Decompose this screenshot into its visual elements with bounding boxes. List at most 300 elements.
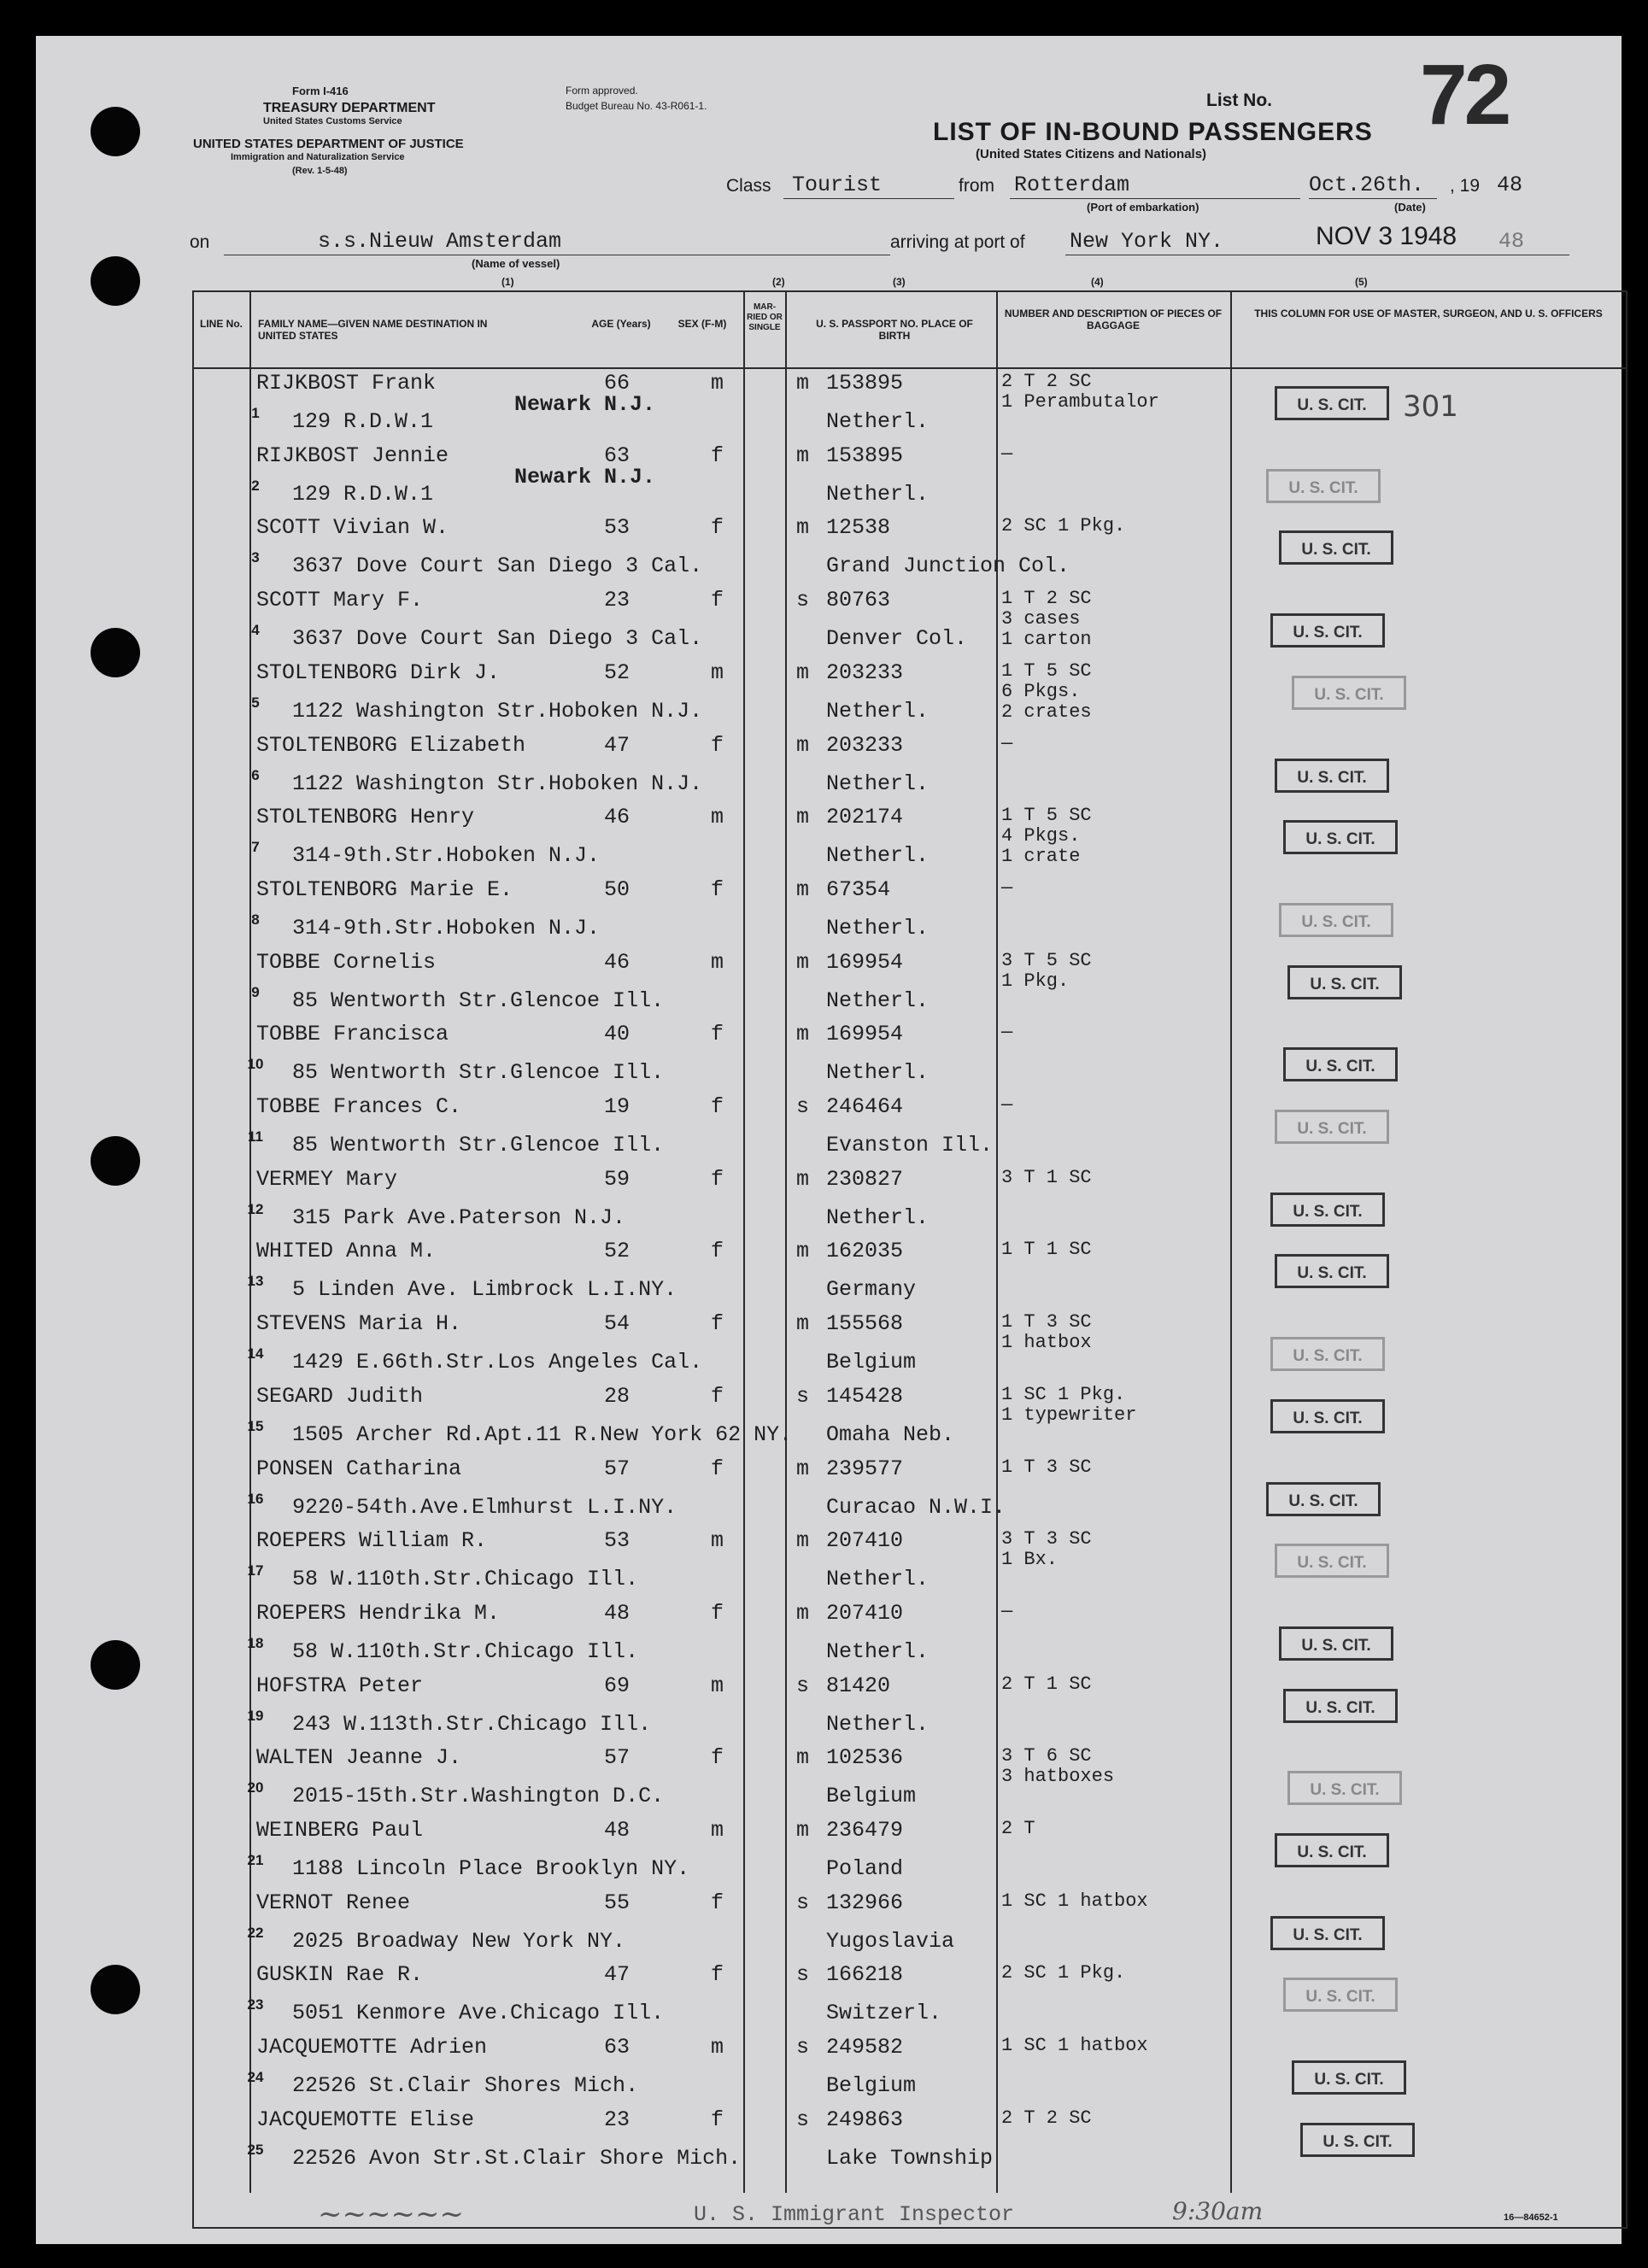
table-row	[36, 1962, 1437, 2034]
passport-number: 203233	[826, 659, 904, 685]
age: 47	[604, 732, 630, 758]
sex: m	[711, 805, 724, 830]
baggage-line-1: —	[1001, 732, 1013, 754]
baggage-line-3: 1 carton	[1001, 629, 1092, 651]
baggage-line-2: 1 hatbox	[1001, 1332, 1092, 1354]
place-of-birth: Switzerl.	[826, 2001, 942, 2026]
table-row	[36, 805, 1437, 876]
ins: Immigration and Naturalization Service	[231, 152, 405, 162]
header-baggage: NUMBER AND DESCRIPTION OF PIECES OF BAGGAGE	[1004, 308, 1223, 332]
us-citizen-stamp: U. S. CIT.	[1270, 613, 1385, 648]
age: 52	[604, 1239, 630, 1264]
passport-number: 162035	[826, 1239, 904, 1264]
passport-number: 80763	[826, 588, 891, 613]
passport-number: 207410	[826, 1528, 904, 1554]
marital-status: s	[796, 1962, 810, 1988]
age: 40	[604, 1022, 630, 1047]
place-of-birth: Netherl.	[826, 1204, 930, 1230]
baggage-line-1: —	[1001, 1022, 1013, 1044]
passenger-name: STEVENS Maria H.	[256, 1311, 462, 1337]
class-value: Tourist	[792, 173, 883, 197]
form-approved: Form approved.	[566, 85, 638, 97]
inspection-time: 9:30am	[1172, 2197, 1264, 2225]
line-number: 17	[247, 1562, 264, 1579]
marital-status: m	[796, 1600, 810, 1626]
line-number: 16	[247, 1490, 264, 1507]
destination-address: 129 R.D.W.1	[292, 409, 434, 434]
passenger-name: ROEPERS William R.	[256, 1528, 488, 1554]
table-row	[36, 443, 1437, 515]
us-citizen-stamp: U. S. CIT.	[1279, 1626, 1393, 1661]
revision: (Rev. 1-5-48)	[292, 166, 348, 176]
passenger-name: HOFSTRA Peter	[256, 1673, 424, 1698]
age: 53	[604, 515, 630, 541]
age: 57	[604, 1745, 630, 1771]
col-index-4: (4)	[1091, 276, 1104, 288]
destination-address: 85 Wentworth Str.Glencoe Ill.	[292, 1133, 665, 1157]
us-citizen-stamp: U. S. CIT.	[1275, 386, 1389, 420]
line-number: 5	[251, 694, 260, 711]
baggage-line-1: 1 SC 1 Pkg.	[1001, 1383, 1126, 1405]
header-age: AGE (Years)	[591, 318, 651, 330]
binder-hole	[91, 1136, 140, 1186]
line-number: 11	[248, 1128, 263, 1145]
age: 66	[604, 371, 630, 396]
age: 48	[604, 1600, 630, 1626]
passenger-name: TOBBE Cornelis	[256, 949, 437, 975]
passport-number: 249582	[826, 2035, 904, 2060]
arrival-date-stamp: NOV 3 1948	[1316, 222, 1457, 250]
passenger-name: WALTEN Jeanne J.	[256, 1745, 462, 1771]
marital-status: m	[796, 1528, 810, 1554]
passport-number: 246464	[826, 1094, 904, 1119]
year-prefix: , 19	[1450, 176, 1481, 196]
destination-address: 314-9th.Str.Hoboken N.J.	[292, 915, 601, 941]
place-of-birth: Lake Township	[826, 2145, 994, 2171]
line-number: 6	[251, 766, 260, 783]
sex: f	[711, 876, 724, 902]
us-citizen-stamp: U. S. CIT.	[1270, 1399, 1385, 1433]
passenger-name: WHITED Anna M.	[256, 1239, 437, 1264]
destination-address: 2025 Broadway New York NY.	[292, 1928, 626, 1954]
passport-number: 81420	[826, 1673, 891, 1698]
age: 23	[604, 588, 630, 613]
sex: m	[711, 949, 724, 975]
destination-address: 58 W.110th.Str.Chicago Ill.	[292, 1638, 639, 1664]
passport-number: 166218	[826, 1962, 904, 1988]
passenger-name: STOLTENBORG Marie E.	[256, 876, 513, 902]
age: 59	[604, 1166, 630, 1192]
place-of-birth: Netherl.	[826, 843, 930, 869]
table-row	[36, 2035, 1437, 2107]
table-row	[36, 1167, 1437, 1239]
page-title: LIST OF IN-BOUND PASSENGERS	[933, 118, 1373, 146]
table-row	[36, 1890, 1437, 1962]
age: 57	[604, 1456, 630, 1481]
destination-address: 314-9th.Str.Hoboken N.J.	[292, 843, 601, 869]
marital-status: m	[796, 1818, 810, 1843]
marital-status: m	[796, 371, 810, 396]
binder-hole	[91, 107, 140, 156]
place-of-birth: Belgium	[826, 2073, 917, 2099]
line-number: 4	[251, 622, 260, 639]
marital-status: m	[796, 1311, 810, 1337]
line-number: 22	[247, 1924, 264, 1941]
table-row	[36, 950, 1437, 1022]
passport-number: 12538	[826, 515, 891, 541]
on-label: on	[190, 232, 210, 252]
destination-address: 9220-54th.Ave.Elmhurst L.I.NY.	[292, 1494, 677, 1520]
baggage-line-1: 2 T 1 SC	[1001, 1673, 1092, 1695]
us-citizen-stamp: U. S. CIT.	[1283, 1689, 1398, 1723]
destination-address: 3637 Dove Court San Diego 3 Cal.	[292, 626, 703, 652]
us-citizen-stamp: U. S. CIT.	[1279, 530, 1393, 565]
baggage-line-1: 2 T	[1001, 1818, 1035, 1839]
col-index-2: (2)	[772, 276, 785, 288]
binder-hole	[91, 1965, 140, 2014]
age: 63	[604, 2035, 630, 2060]
header-line: LINE No.	[200, 318, 243, 330]
us-citizen-stamp: U. S. CIT.	[1270, 1916, 1385, 1950]
baggage-line-1: 3 T 6 SC	[1001, 1745, 1092, 1767]
sex: m	[711, 1673, 724, 1698]
destination-address: 58 W.110th.Str.Chicago Ill.	[292, 1567, 639, 1592]
marital-status: m	[796, 1022, 810, 1047]
form-number: Form I-416	[292, 85, 349, 97]
baggage-line-1: 3 T 1 SC	[1001, 1166, 1092, 1188]
destination-address: 1505 Archer Rd.Apt.11 R.New York 62 NY.	[292, 1421, 793, 1447]
line-number: 12	[247, 1200, 264, 1217]
list-number: 72	[1420, 47, 1509, 143]
passenger-name: STOLTENBORG Dirk J.	[256, 659, 501, 685]
marital-status: s	[796, 1383, 810, 1409]
us-citizen-stamp: U. S. CIT.	[1283, 1978, 1398, 2012]
baggage-line-1: 2 SC 1 Pkg.	[1001, 1962, 1126, 1984]
age: 48	[604, 1818, 630, 1843]
baggage-line-3: 1 crate	[1001, 846, 1081, 868]
port-caption: (Port of embarkation)	[1087, 201, 1199, 214]
destination-address: 129 R.D.W.1	[292, 481, 434, 507]
header-sex: SEX (F-M)	[677, 318, 727, 330]
destination-address: 1188 Lincoln Place Brooklyn NY.	[292, 1856, 690, 1881]
passenger-name: JACQUEMOTTE Elise	[256, 2107, 475, 2132]
table-row	[36, 1456, 1437, 1528]
baggage-line-2: 1 Perambutalor	[1001, 391, 1159, 413]
table-row	[36, 588, 1437, 659]
age: 28	[604, 1383, 630, 1409]
place-of-birth: Omaha Neb.	[826, 1421, 955, 1447]
col-index-3: (3)	[893, 276, 906, 288]
date-caption: (Date)	[1394, 201, 1426, 214]
us-citizen-stamp: U. S. CIT.	[1275, 1254, 1389, 1288]
place-of-birth: Grand Junction Col.	[826, 554, 1070, 579]
sex: f	[711, 1311, 724, 1337]
table-row	[36, 1094, 1437, 1166]
marital-status: m	[796, 1456, 810, 1481]
destination-address: 22526 Avon Str.St.Clair Shore Mich.	[292, 2145, 742, 2171]
age: 55	[604, 1890, 630, 1915]
baggage-line-2: 6 Pkgs.	[1001, 680, 1081, 702]
destination-address: 85 Wentworth Str.Glencoe Ill.	[292, 1060, 665, 1086]
place-of-birth: Netherl.	[826, 481, 930, 507]
passenger-name: TOBBE Francisca	[256, 1022, 449, 1047]
inspector-label: U. S. Immigrant Inspector	[694, 2202, 1015, 2227]
age: 19	[604, 1094, 630, 1119]
baggage-line-2: 3 hatboxes	[1001, 1766, 1115, 1788]
passenger-name: SEGARD Judith	[256, 1383, 424, 1409]
col-index-1: (1)	[501, 276, 514, 288]
place-of-birth: Netherl.	[826, 987, 930, 1013]
line-number: 25	[247, 2141, 264, 2158]
sex: f	[711, 515, 724, 541]
marital-status: m	[796, 1745, 810, 1771]
age: 52	[604, 659, 630, 685]
sex: f	[711, 1094, 724, 1119]
passport-number: 249863	[826, 2107, 904, 2132]
baggage-line-1: 2 SC 1 Pkg.	[1001, 515, 1126, 537]
sex: f	[711, 588, 724, 613]
table-row	[36, 515, 1437, 587]
passenger-name: VERMEY Mary	[256, 1166, 398, 1192]
baggage-line-1: 1 T 5 SC	[1001, 659, 1092, 682]
baggage-line-1: —	[1001, 442, 1013, 465]
sex: f	[711, 1022, 724, 1047]
us-citizen-stamp: U. S. CIT.	[1287, 965, 1402, 999]
binder-hole	[91, 1640, 140, 1690]
print-code: 16—84652-1	[1504, 2212, 1558, 2223]
baggage-line-1: 2 T 2 SC	[1001, 2107, 1092, 2129]
form-sheet	[36, 36, 1622, 2244]
line-number: 21	[247, 1852, 264, 1868]
destination-address: 5 Linden Ave. Limbrock L.I.NY.	[292, 1277, 677, 1303]
passenger-name: ROEPERS Hendrika M.	[256, 1600, 501, 1626]
us-citizen-stamp: U. S. CIT.	[1283, 1047, 1398, 1081]
place-of-birth: Yugoslavia	[826, 1928, 955, 1954]
line-number: 23	[247, 1996, 264, 2013]
line-number: 19	[247, 1707, 264, 1724]
age: 63	[604, 442, 630, 468]
place-of-birth: Netherl.	[826, 409, 930, 434]
passport-number: 155568	[826, 1311, 904, 1337]
baggage-line-2: 1 Pkg.	[1001, 970, 1070, 992]
us-citizen-stamp: U. S. CIT.	[1287, 1771, 1402, 1805]
line-number: 24	[247, 2069, 264, 2086]
passport-number: 169954	[826, 949, 904, 975]
passenger-name: SCOTT Mary F.	[256, 588, 424, 613]
arrival-port: New York NY.	[1070, 229, 1224, 254]
baggage-line-1: 1 SC 1 hatbox	[1001, 2035, 1148, 2057]
marital-status: m	[796, 515, 810, 541]
baggage-line-1: 1 T 3 SC	[1001, 1456, 1092, 1478]
marital-status: m	[796, 732, 810, 758]
baggage-line-2: 1 typewriter	[1001, 1404, 1137, 1426]
passport-number: 169954	[826, 1022, 904, 1047]
table-row	[36, 1311, 1437, 1383]
sex: m	[711, 659, 724, 685]
table-row	[36, 1528, 1437, 1600]
destination-address: 315 Park Ave.Paterson N.J.	[292, 1204, 626, 1230]
destination-address: 243 W.113th.Str.Chicago Ill.	[292, 1711, 652, 1737]
list-no-label: List No.	[1206, 91, 1272, 110]
us-citizen-stamp: U. S. CIT.	[1292, 676, 1406, 710]
vessel-caption: (Name of vessel)	[472, 257, 560, 270]
baggage-line-1: 1 T 1 SC	[1001, 1239, 1092, 1261]
us-citizen-stamp: U. S. CIT.	[1292, 2060, 1406, 2095]
passenger-name: VERNOT Renee	[256, 1890, 411, 1915]
us-citizen-stamp: U. S. CIT.	[1266, 1482, 1381, 1516]
passenger-name: SCOTT Vivian W.	[256, 515, 449, 541]
official-note: 301	[1403, 390, 1458, 424]
passport-number: 230827	[826, 1166, 904, 1192]
sex: f	[711, 442, 724, 468]
sex: m	[711, 371, 724, 396]
table-row	[36, 660, 1437, 732]
line-number: 20	[247, 1779, 264, 1796]
place-of-birth: Belgium	[826, 1784, 917, 1809]
marital-status: s	[796, 1673, 810, 1698]
header-married: MAR-RIED OR SINGLE	[747, 302, 783, 332]
marital-status: s	[796, 2107, 810, 2132]
passenger-name: RIJKBOST Jennie	[256, 442, 449, 468]
destination-address: 3637 Dove Court San Diego 3 Cal.	[292, 554, 703, 579]
us-citizen-stamp: U. S. CIT.	[1270, 1337, 1385, 1371]
baggage-line-1: —	[1001, 1600, 1013, 1622]
doj: UNITED STATES DEPARTMENT OF JUSTICE	[193, 137, 464, 151]
sex: f	[711, 1745, 724, 1771]
baggage-line-2: 4 Pkgs.	[1001, 825, 1081, 847]
arriving-label: arriving at port of	[890, 232, 1025, 252]
us-citizen-stamp: U. S. CIT.	[1300, 2123, 1415, 2157]
age: 47	[604, 1962, 630, 1988]
baggage-line-1: 3 T 5 SC	[1001, 949, 1092, 971]
passport-number: 145428	[826, 1383, 904, 1409]
passport-number: 203233	[826, 732, 904, 758]
marital-status: m	[796, 805, 810, 830]
line-number: 1	[251, 405, 260, 421]
us-citizen-stamp: U. S. CIT.	[1270, 1193, 1385, 1227]
header-officers: THIS COLUMN FOR USE OF MASTER, SURGEON, AND U. S. OFFICERS	[1254, 308, 1603, 319]
departure-date: Oct.26th.	[1309, 173, 1425, 197]
age: 69	[604, 1673, 630, 1698]
place-of-birth: Evanston Ill.	[826, 1133, 994, 1157]
baggage-line-1: 1 T 5 SC	[1001, 805, 1092, 827]
marital-status: s	[796, 2035, 810, 2060]
place-of-birth: Netherl.	[826, 771, 930, 796]
destination-address: 2015-15th.Str.Washington D.C.	[292, 1784, 665, 1809]
destination-city: Newark N.J.	[514, 464, 656, 489]
passenger-name: WEINBERG Paul	[256, 1818, 424, 1843]
table-row	[36, 1384, 1437, 1456]
us-citizen-stamp: U. S. CIT.	[1279, 903, 1393, 937]
line-number: 10	[247, 1056, 264, 1073]
passport-number: 132966	[826, 1890, 904, 1915]
baggage-line-2: 3 cases	[1001, 608, 1081, 630]
passport-number: 239577	[826, 1456, 904, 1481]
baggage-line-1: —	[1001, 876, 1013, 899]
table-row	[36, 1601, 1437, 1673]
destination-address: 1429 E.66th.Str.Los Angeles Cal.	[292, 1350, 703, 1375]
sex: m	[711, 1818, 724, 1843]
embark-port: Rotterdam	[1014, 173, 1130, 197]
sex: f	[711, 2107, 724, 2132]
us-citizen-stamp: U. S. CIT.	[1275, 1544, 1389, 1578]
table-row	[36, 2107, 1437, 2179]
col-index-5: (5)	[1355, 276, 1368, 288]
place-of-birth: Germany	[826, 1277, 917, 1303]
place-of-birth: Poland	[826, 1856, 904, 1881]
passport-number: 153895	[826, 371, 904, 396]
passenger-name: STOLTENBORG Henry	[256, 805, 475, 830]
passport-number: 236479	[826, 1818, 904, 1843]
age: 23	[604, 2107, 630, 2132]
table-row	[36, 1022, 1437, 1093]
marital-status: s	[796, 1094, 810, 1119]
binder-hole	[91, 256, 140, 306]
marital-status: m	[796, 1239, 810, 1264]
marital-status: m	[796, 442, 810, 468]
baggage-line-1: 1 T 3 SC	[1001, 1311, 1092, 1333]
place-of-birth: Netherl.	[826, 915, 930, 941]
table-row	[36, 1673, 1437, 1745]
marital-status: m	[796, 659, 810, 685]
passenger-name: RIJKBOST Frank	[256, 371, 437, 396]
table-row	[36, 1239, 1437, 1310]
baggage-line-2: 1 Bx.	[1001, 1549, 1059, 1571]
binder-hole	[91, 628, 140, 677]
header-name: FAMILY NAME—GIVEN NAME DESTINATION IN UNITED STATES	[258, 318, 488, 343]
header-passport: U. S. PASSPORT NO. PLACE OF BIRTH	[816, 318, 973, 343]
table-row	[36, 733, 1437, 805]
passenger-name: GUSKIN Rae R.	[256, 1962, 424, 1988]
line-number: 13	[247, 1273, 264, 1290]
passenger-name: PONSEN Catharina	[256, 1456, 462, 1481]
passport-number: 207410	[826, 1600, 904, 1626]
place-of-birth: Netherl.	[826, 1567, 930, 1592]
passport-number: 153895	[826, 442, 904, 468]
table-row	[36, 371, 1458, 442]
us-citizen-stamp: U. S. CIT.	[1266, 469, 1381, 503]
marital-status: s	[796, 588, 810, 613]
line-number: 18	[247, 1634, 264, 1651]
age: 50	[604, 876, 630, 902]
table-row	[36, 1745, 1437, 1817]
sex: m	[711, 1528, 724, 1554]
inspector-signature: ~~~~~~	[318, 2197, 464, 2231]
line-number: 3	[251, 549, 260, 566]
sex: f	[711, 1456, 724, 1481]
passport-number: 67354	[826, 876, 891, 902]
sex: f	[711, 1239, 724, 1264]
vessel-name: s.s.Nieuw Amsterdam	[318, 229, 562, 254]
class-label: Class	[726, 176, 771, 196]
sex: f	[711, 1383, 724, 1409]
line-number: 15	[247, 1417, 264, 1434]
destination-address: 22526 St.Clair Shores Mich.	[292, 2073, 639, 2099]
passport-number: 102536	[826, 1745, 904, 1771]
line-number: 2	[251, 477, 260, 494]
sex: f	[711, 1600, 724, 1626]
baggage-line-1: 2 T 2 SC	[1001, 371, 1092, 392]
line-number: 9	[251, 983, 260, 1000]
place-of-birth: Netherl.	[826, 1060, 930, 1086]
passenger-name: TOBBE Frances C.	[256, 1094, 462, 1119]
us-citizen-stamp: U. S. CIT.	[1283, 820, 1398, 854]
line-number: 8	[251, 911, 260, 928]
age: 46	[604, 805, 630, 830]
sex: f	[711, 732, 724, 758]
us-citizen-stamp: U. S. CIT.	[1275, 1833, 1389, 1867]
budget-bureau: Budget Bureau No. 43-R061-1.	[566, 100, 707, 112]
